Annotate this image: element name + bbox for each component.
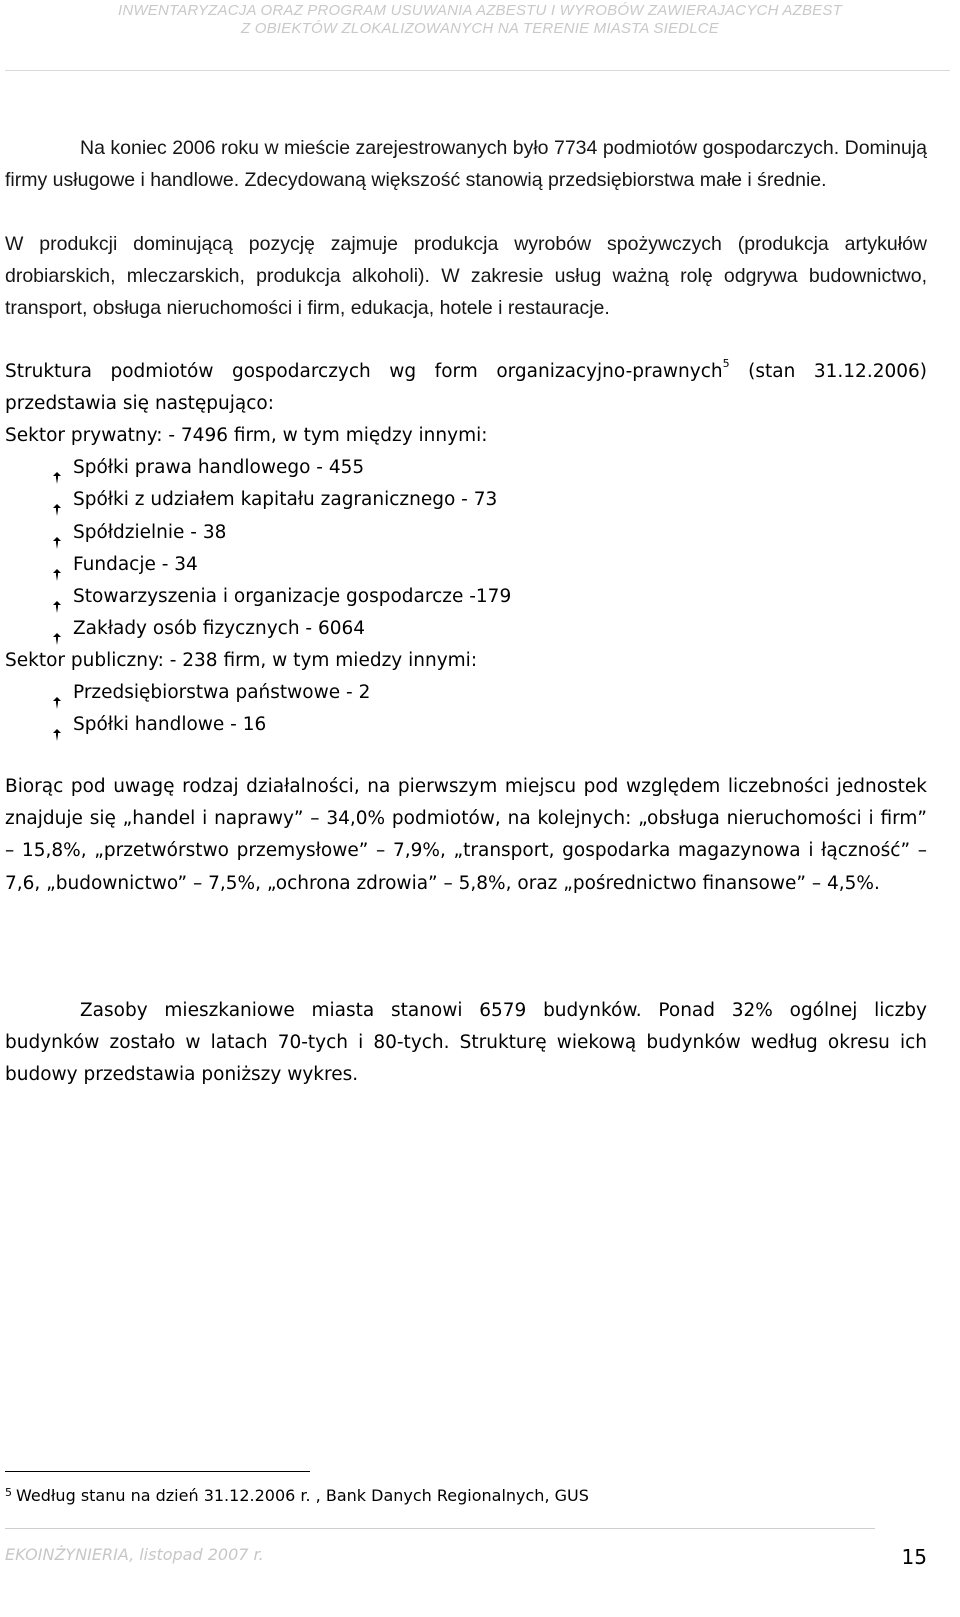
flag-bullet-icon — [51, 528, 63, 540]
list-item-text: Spółki z udziałem kapitału zagranicznego - 73 — [73, 489, 498, 511]
paragraph-text: W produkcji dominującą pozycję zajmuje produkcja wyrobów spożywczych (produkcja artykułów drobiarskich, mleczarskich, produkcja alkoholi). W zakresie usług ważną rolę odgrywa budownictwo, transport, obsługa nieruchomości i firm, edukacja, hotele i restauracje. — [5, 233, 927, 320]
flag-bullet-icon — [51, 720, 63, 732]
list-item-text: Spółki handlowe - 16 — [73, 714, 267, 736]
list-item — [5, 677, 927, 709]
paragraph-production — [5, 228, 927, 325]
list-item-text: Przedsiębiorstwa państwowe - 2 — [73, 682, 371, 704]
list-item — [5, 581, 927, 613]
paragraph-housing — [5, 995, 927, 1092]
header-divider — [5, 70, 950, 71]
list-item — [5, 484, 927, 516]
paragraph-text: Zasoby mieszkaniowe miasta stanowi 6579 budynków. Ponad 32% ogólnej liczby budynków zostało w latach 70-tych i 80-tych. Strukturę wiekową budynków według okresu ich budowy przedstawia poniższy wykres. — [5, 1000, 927, 1086]
flag-bullet-icon — [51, 624, 63, 636]
footnote-reference: 5 — [722, 357, 730, 370]
list-item-text: Zakłady osób fizycznych - 6064 — [73, 618, 366, 640]
flag-bullet-icon — [51, 463, 63, 475]
list-item-text: Spółdzielnie - 38 — [73, 521, 227, 543]
structure-intro-text: Struktura podmiotów gospodarczych wg form organizacyjno-prawnych — [5, 361, 723, 382]
paragraph-structure-intro — [5, 356, 927, 420]
public-sector-section — [5, 645, 927, 742]
list-item — [5, 709, 927, 741]
paragraph-business-count — [5, 132, 927, 196]
list-item — [5, 613, 927, 645]
list-item-text: Stowarzyszenia i organizacje gospodarcze -179 — [73, 586, 512, 608]
paragraph-text: Na koniec 2006 roku w mieście zarejestrowanych było 7734 podmiotów gospodarczych. Dominują firmy usługowe i handlowe. Zdecydowaną większość stanowią przedsiębiorstwa małe i średnie. — [5, 137, 927, 192]
page-number: 15 — [901, 1545, 927, 1569]
footnote-divider — [5, 1471, 310, 1472]
public-sector-heading: Sektor publiczny: - 238 firm, w tym miedzy innymi: — [5, 650, 478, 671]
footnote-number: 5 — [5, 1486, 12, 1499]
private-sector-list — [5, 452, 927, 645]
paragraph-text: Biorąc pod uwagę rodzaj działalności, na pierwszym miejscu pod względem liczebności jednostek znajduje się „handel i naprawy” – 34,0% podmiotów, na kolejnych: „obsługa nieruchomości i firm” – 15,8%, „przetwórstwo przemysłowe” – 7,9%, „transport, gospodarka magazynowa i łączność” – 7,6, „budownictwo” – 7,5%, „ochrona zdrowia” – 5,8%, oraz „pośrednictwo finansowe” – 4,5%. — [5, 776, 927, 894]
footnote-text: Według stanu na dzień 31.12.2006 r. , Bank Danych Regionalnych, GUS — [16, 1486, 589, 1505]
flag-bullet-icon — [51, 495, 63, 507]
public-sector-list — [5, 677, 927, 741]
running-header-line-1: INWENTARYZACJA ORAZ PROGRAM USUWANIA AZBESTU I WYROBÓW ZAWIERAJACYCH AZBEST — [118, 2, 842, 19]
list-item-text: Spółki prawa handlowego - 455 — [73, 457, 365, 479]
paragraph-text — [5, 356, 927, 420]
list-item-text: Fundacje - 34 — [73, 553, 198, 575]
list-item — [5, 452, 927, 484]
running-header-line-2: Z OBIEKTÓW ZLOKALIZOWANYCH NA TERENIE MIASTA SIEDLCE — [241, 20, 719, 37]
private-sector-section — [5, 420, 927, 645]
footer-divider — [5, 1528, 875, 1529]
private-sector-heading: Sektor prywatny: - 7496 firm, w tym między innymi: — [5, 425, 488, 446]
flag-bullet-icon — [51, 688, 63, 700]
structure-intro-date: (stan 31.12.2006) przedstawia się następująco: — [5, 361, 927, 415]
list-item — [5, 517, 927, 549]
flag-bullet-icon — [51, 592, 63, 604]
footer-company-date: EKOINŻYNIERIA, listopad 2007 r. — [5, 1545, 264, 1564]
flag-bullet-icon — [51, 560, 63, 572]
footnote — [5, 1485, 589, 1507]
list-item — [5, 549, 927, 581]
paragraph-activity-ranking — [5, 771, 927, 900]
